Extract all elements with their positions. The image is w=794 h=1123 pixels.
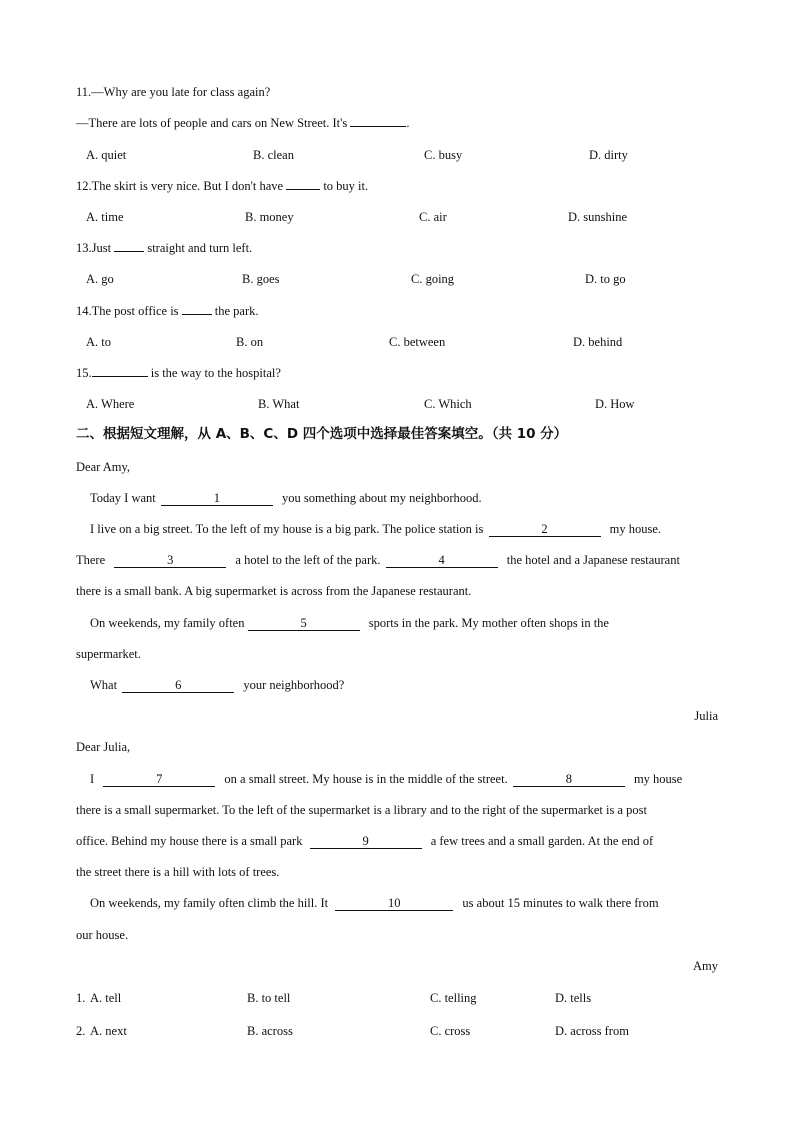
option-b: B. clean — [253, 148, 294, 162]
option-d: D. behind — [573, 335, 623, 349]
text: a hotel to the left of the park. — [232, 553, 384, 567]
option-d: D. How — [595, 397, 635, 411]
answer-blank — [92, 376, 148, 377]
answer-blank — [182, 314, 212, 315]
option-d: D. to go — [585, 272, 626, 286]
cloze-blank-9: 9 — [310, 835, 422, 849]
letter1-greeting: Dear Amy, — [76, 460, 131, 474]
text: sports in the park. My mother often shops in the — [365, 616, 609, 630]
text: us about 15 minutes to walk there from — [459, 896, 659, 910]
option-b: B. to tell — [247, 991, 291, 1005]
question-stem-part: is the way to the hospital? — [147, 366, 281, 380]
text: on a small street. My house is in the middle of the street. — [221, 772, 511, 786]
question-stem-part: Just — [91, 241, 115, 255]
option-b: B. on — [236, 335, 264, 349]
option-a: A. time — [86, 210, 124, 224]
question-stem: —Why are you late for class again? — [91, 85, 271, 99]
text: a few trees and a small garden. At the end of — [427, 834, 654, 848]
option-c: C. going — [411, 272, 455, 286]
letter1-line: supermarket. — [76, 647, 141, 661]
letter2-line — [76, 833, 653, 849]
letter1-line: there is a small bank. A big supermarket is across from the Japanese restaurant. — [76, 584, 472, 598]
question-15 — [76, 365, 281, 381]
text: you something about my neighborhood. — [278, 491, 482, 505]
letter1-line — [90, 677, 344, 693]
text: There — [76, 553, 109, 567]
option-number: 1. — [76, 991, 86, 1005]
section-heading: 二、根据短文理解，从 A、B、C、D 四个选项中选择最佳答案填空。（共 10 分） — [76, 426, 568, 442]
cloze-blank-6: 6 — [122, 679, 234, 693]
letter2-line — [90, 895, 659, 911]
option-a: A. tell — [90, 991, 122, 1005]
letter1-signature: Julia — [694, 709, 718, 723]
answer-blank — [286, 189, 320, 190]
question-13 — [76, 240, 252, 256]
text: I live on a big street. To the left of my house is a big park. The police station is — [90, 522, 487, 536]
cloze-blank-10: 10 — [335, 897, 453, 911]
option-a: A. quiet — [86, 148, 127, 162]
letter2-greeting: Dear Julia, — [76, 740, 131, 754]
question-number: 13. — [76, 241, 92, 255]
text: the hotel and a Japanese restaurant — [503, 553, 680, 567]
text: my house. — [606, 522, 662, 536]
option-b: B. money — [245, 210, 294, 224]
text: my house — [630, 772, 683, 786]
option-c: C. cross — [430, 1024, 471, 1038]
text: What — [90, 678, 121, 692]
option-a: A. next — [90, 1024, 127, 1038]
option-number: 2. — [76, 1024, 86, 1038]
cloze-blank-7: 7 — [103, 773, 215, 787]
letter1-line — [90, 615, 609, 631]
question-stem-part: . — [406, 116, 410, 130]
question-stem-part: straight and turn left. — [144, 241, 253, 255]
text: office. Behind my house there is a small park — [76, 834, 306, 848]
letter1-line — [76, 552, 680, 568]
cloze-blank-3: 3 — [114, 554, 226, 568]
option-d: D. dirty — [589, 148, 628, 162]
question-12 — [76, 178, 368, 194]
option-d: D. sunshine — [568, 210, 628, 224]
question-number: 14. — [76, 304, 92, 318]
option-c: C. air — [419, 210, 447, 224]
letter2-signature: Amy — [693, 959, 718, 973]
cloze-blank-1: 1 — [161, 492, 273, 506]
letter2-line: there is a small supermarket. To the left of the supermarket is a library and to the right of the supermarket is a post — [76, 803, 647, 817]
option-b: B. goes — [242, 272, 280, 286]
letter2-line: the street there is a hill with lots of trees. — [76, 865, 280, 879]
option-c: C. busy — [424, 148, 463, 162]
option-b: B. across — [247, 1024, 293, 1038]
cloze-blank-8: 8 — [513, 773, 625, 787]
option-d: D. tells — [555, 991, 592, 1005]
question-11-response — [76, 115, 410, 131]
option-a: A. Where — [86, 397, 135, 411]
question-number: 11. — [76, 85, 92, 99]
answer-blank — [350, 126, 406, 127]
letter1-line — [90, 521, 661, 537]
option-c: C. between — [389, 335, 446, 349]
letter2-line: our house. — [76, 928, 129, 942]
option-c: C. telling — [430, 991, 477, 1005]
option-c: C. Which — [424, 397, 472, 411]
question-stem-part: the park. — [211, 304, 259, 318]
option-b: B. What — [258, 397, 300, 411]
letter1-line — [90, 490, 482, 506]
question-number: 15. — [76, 366, 92, 380]
cloze-blank-4: 4 — [386, 554, 498, 568]
cloze-blank-5: 5 — [248, 617, 360, 631]
question-14 — [76, 303, 259, 319]
letter2-line — [90, 771, 682, 787]
question-stem-part: The post office is — [91, 304, 182, 318]
question-stem-part: The skirt is very nice. But I don't have — [91, 179, 287, 193]
answer-blank — [114, 251, 144, 252]
question-11 — [76, 84, 270, 100]
question-number: 12. — [76, 179, 92, 193]
text: On weekends, my family often — [90, 616, 248, 630]
option-a: A. to — [86, 335, 111, 349]
question-stem-part: to buy it. — [320, 179, 369, 193]
text: Today I want — [90, 491, 159, 505]
text: your neighborhood? — [240, 678, 345, 692]
option-d: D. across from — [555, 1024, 629, 1038]
option-a: A. go — [86, 272, 114, 286]
cloze-blank-2: 2 — [489, 523, 601, 537]
text: On weekends, my family often climb the hill. It — [90, 896, 332, 910]
text: I — [90, 772, 98, 786]
question-stem-part: —There are lots of people and cars on New Street. It's — [76, 116, 351, 130]
